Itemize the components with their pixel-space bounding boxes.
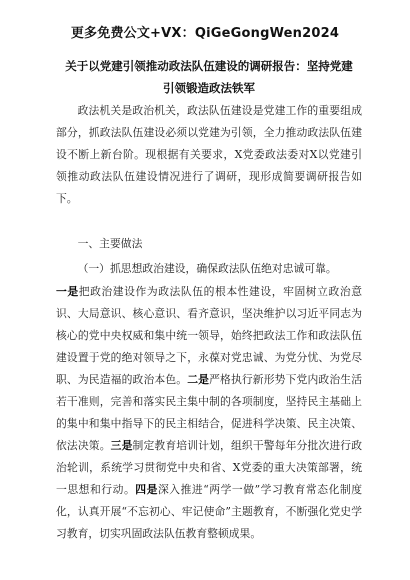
point-text-3: 制定教育培训计划，组织干警每年分批次进行政治轮训，系统学习贯彻党中央和省、X党委的重大决策部署，统一思想和行动。: [56, 439, 363, 496]
promo-banner: 更多免费公文+VX：QiGeGongWen2024: [70, 26, 340, 41]
intro-paragraph: 政法机关是政治机关，政法队伍建设是党建工作的重要组成部分，抓政法队伍建设必须以党建为引领，全力推动政法队伍建设不断上新台阶。现根据有关要求，X党委政法委对X以党建引领推动政法队伍建设情况进行了调研，现形成简要调研报告如下。: [56, 104, 362, 205]
title-line-1: 关于以党建引领推动政法队伍建设的调研报告：坚持党建: [65, 59, 353, 73]
point-lead-4: 四是: [135, 483, 158, 496]
main-paragraph: [56, 281, 362, 545]
subsection-heading: （一）抓思想政治建设，确保政法队伍绝对忠诚可靠。: [77, 262, 337, 275]
title-line-2: 引领锻造政法铁军: [163, 81, 255, 95]
document-title: [36, 55, 382, 99]
point-lead-1: 一是: [56, 285, 79, 298]
section-heading: 一、主要做法: [77, 237, 143, 250]
point-lead-3: 三是: [110, 439, 133, 452]
point-text-2: 严格执行新形势下党内政治生活若干准则，完善和落实民主集中制的各项制度，坚持民主基础上的集中和集中指导下的民主相结合，促进科学决策、民主决策、依法决策。: [56, 373, 363, 452]
point-text-4: 深入推进“两学一做”学习教育常态化制度化，认真开展“不忘初心、牢记使命”主题教育，不断强化党史学习教育，切实巩固政法队伍教育整顿成果。: [56, 483, 363, 540]
point-lead-2: 二是: [187, 373, 210, 386]
point-text-1: 把政治建设作为政法队伍的根本性建设，牢固树立政治意识、大局意识、核心意识、看齐意识，坚决维护以习近平同志为核心的党中央权威和集中统一领导，始终把政法工作和政法队伍建设置于党的绝对领导之下，永葆对党忠诚、为党分忧、为党尽职、为民造福的政治本色。: [56, 285, 363, 386]
